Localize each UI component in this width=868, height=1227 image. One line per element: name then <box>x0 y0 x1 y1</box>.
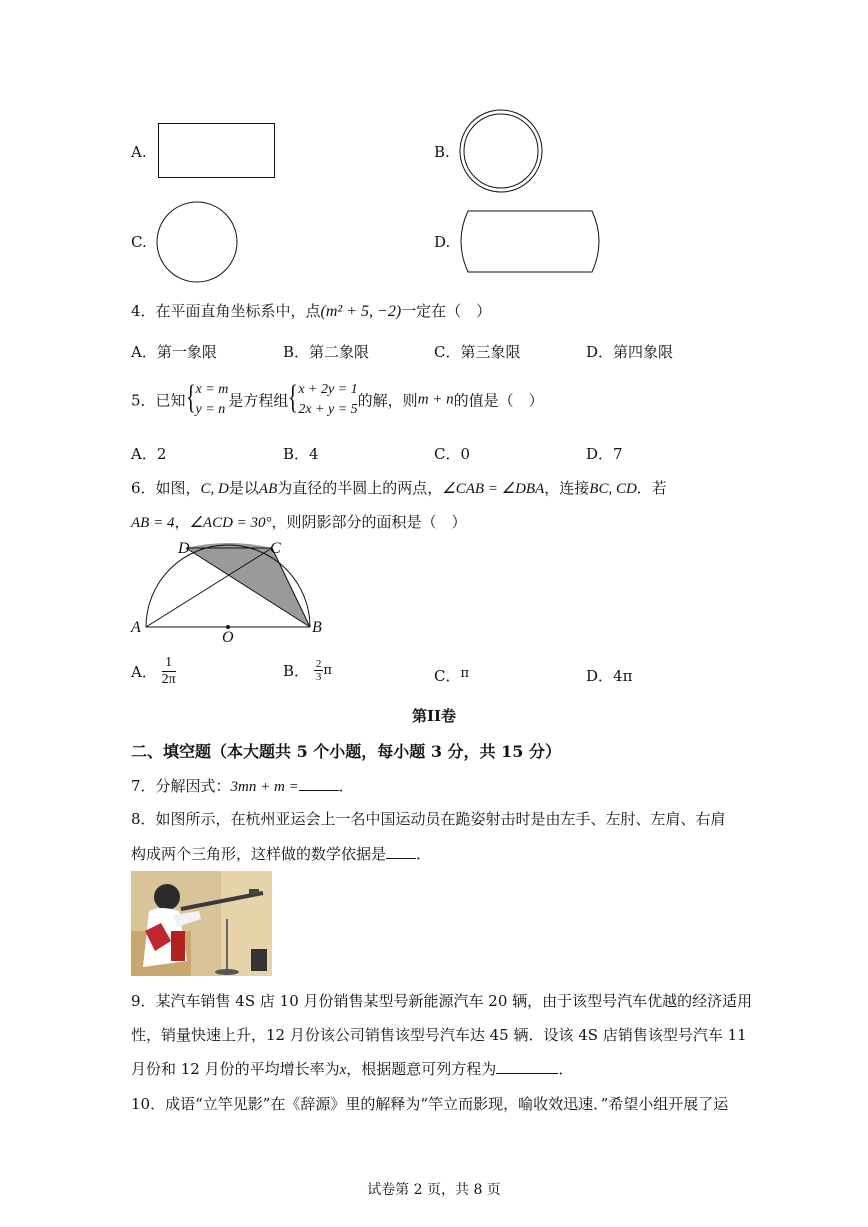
q6-angle-eq: ∠CAB = ∠DBA <box>442 481 545 497</box>
q5-stem-end: 的值是（ ） <box>453 391 544 410</box>
q9-line-2: 性，销量快速上升，12 月份该公司销售该型号汽车达 45 辆．设该 4S 店销售该型号汽车 11 <box>131 1026 747 1044</box>
q3-option-a-label: A. <box>131 143 147 161</box>
q5-sys2-eq1: x + 2y = 1 <box>298 382 358 397</box>
q10-line-1: 10．成语“立竿见影”在《辞源》里的解释为“竿立而影现，喻收效迅速．”希望小组开展了运 <box>131 1095 729 1113</box>
q6-sep: ， <box>174 513 190 531</box>
q3-option-c-label: C. <box>131 233 147 251</box>
q6-segs: BC, CD <box>589 481 637 497</box>
rectangle-figure <box>158 123 276 179</box>
q5-sys1-eq1: x = m <box>195 382 229 397</box>
q5-stem-post: 的解，则 <box>357 391 418 410</box>
double-circle-figure <box>459 109 545 193</box>
q6-option-b-fraction <box>314 658 324 683</box>
shooter-photo <box>131 871 272 976</box>
q5-sys1-eq2: y = n <box>195 402 226 417</box>
fraction-numerator: 2 <box>315 658 322 670</box>
q5-option-d: D．7 <box>586 445 623 463</box>
q6-option-d-value: 4π <box>613 667 633 685</box>
q6-cd: C, D <box>200 481 229 497</box>
q4-stem <box>131 300 491 321</box>
q8-end: ． <box>416 845 432 863</box>
q6-line-2 <box>131 511 467 532</box>
q6-text-4: ，连接 <box>544 479 590 497</box>
q8-answer-blank[interactable] <box>386 844 416 859</box>
q9-line-3 <box>131 1058 573 1079</box>
q5-option-c: C．0 <box>434 445 471 463</box>
q4-option-d: D．第四象限 <box>586 343 674 361</box>
q4-option-c: C．第三象限 <box>434 343 521 361</box>
q4-option-a: A．第一象限 <box>131 343 217 361</box>
q6-option-a <box>131 655 176 688</box>
q5-sys2-eq2: 2x + y = 5 <box>298 402 358 417</box>
q6-option-c <box>434 665 469 686</box>
point-label-d: D <box>178 540 190 557</box>
point-label-a: A <box>131 619 141 636</box>
q6-option-b <box>283 658 332 683</box>
q9-answer-blank[interactable] <box>496 1059 558 1074</box>
q5-stem <box>131 380 544 420</box>
q5-option-a: A．2 <box>131 445 167 463</box>
q4-point: (m² + 5, −2) <box>320 303 402 320</box>
q6-text-6: ，则阴影部分的面积是（ ） <box>271 513 467 531</box>
point-label-o: O <box>222 629 234 646</box>
q9-line-3-text: 月份和 12 月份的平均增长率为 <box>131 1060 340 1078</box>
q5-system-1: { x = m y = n <box>186 380 229 420</box>
page-footer: 试卷第 2 页，共 8 页 <box>367 1182 501 1198</box>
q6-text-2: 是以 <box>228 479 259 497</box>
q6-option-c-label: C． <box>434 667 461 685</box>
q6-text-5: ．若 <box>636 479 667 497</box>
fraction-denominator: 3 <box>315 671 322 683</box>
q7-answer-blank[interactable] <box>299 776 339 791</box>
q9-line-3-post: ，根据题意可列方程为 <box>346 1060 497 1078</box>
fraction-numerator: 1 <box>162 655 176 672</box>
q5-mid-text: 是方程组 <box>228 391 289 410</box>
q9-line-1: 9．某汽车销售 4S 店 10 月份销售某型号新能源汽车 20 辆，由于该型号汽车优越的经济适用 <box>131 992 753 1010</box>
circle-figure <box>155 201 241 285</box>
q7-stem: 7．分解因式： <box>131 777 231 795</box>
q7-expr: 3mn + m = <box>230 779 299 795</box>
q6-option-b-pi: π <box>323 663 332 678</box>
q6-option-a-label: A． <box>131 663 157 681</box>
q6-line-1 <box>131 477 667 498</box>
q9-end: ． <box>558 1060 574 1078</box>
q5-stem-text: 5．已知 <box>131 391 186 410</box>
q7-end: ． <box>338 777 354 795</box>
q6-option-b-label: B． <box>283 662 310 680</box>
q3-option-b-label: B. <box>434 143 450 161</box>
q6-option-d <box>586 665 632 686</box>
q6-ab: AB <box>258 481 278 497</box>
point-label-b: B <box>312 619 322 636</box>
q6-option-a-fraction <box>162 655 176 688</box>
q6-option-c-value: π <box>460 666 470 681</box>
q6-text-1: 6．如图， <box>131 479 201 497</box>
q8-line-2-text: 构成两个三角形，这样做的数学依据是 <box>131 845 387 863</box>
q6-text-3: 为直径的半圆上的两点， <box>277 479 443 497</box>
q6-acd: ∠ACD = 30° <box>189 515 272 531</box>
q4-stem-text: 4．在平面直角坐标系中，点 <box>131 302 321 320</box>
q5-expr: m + n <box>417 391 454 408</box>
q4-stem-end: 一定在（ ） <box>401 302 492 320</box>
q8-line-1: 8．如图所示，在杭州亚运会上一名中国运动员在跪姿射击时是由左手、左肘、左肩、右肩 <box>131 810 726 828</box>
q7 <box>131 775 354 796</box>
q9-variable: x <box>339 1062 347 1078</box>
section-heading: 二、填空题（本大题共 5 个小题，每小题 3 分，共 15 分） <box>131 742 561 761</box>
volume-title: 第II卷 <box>411 707 457 725</box>
q3-option-d-label: D. <box>434 233 451 251</box>
q6-ab4: AB = 4 <box>131 515 175 531</box>
q4-option-b: B．第二象限 <box>283 343 370 361</box>
fraction-denominator: 2π <box>161 672 176 687</box>
point-label-c: C <box>270 540 281 557</box>
q8-line-2 <box>131 843 431 864</box>
rounded-capsule-figure <box>460 210 602 274</box>
q5-system-2: { x + 2y = 1 2x + y = 5 <box>288 380 357 420</box>
q5-option-b: B．4 <box>283 445 319 463</box>
q6-option-d-label: D． <box>586 667 614 685</box>
